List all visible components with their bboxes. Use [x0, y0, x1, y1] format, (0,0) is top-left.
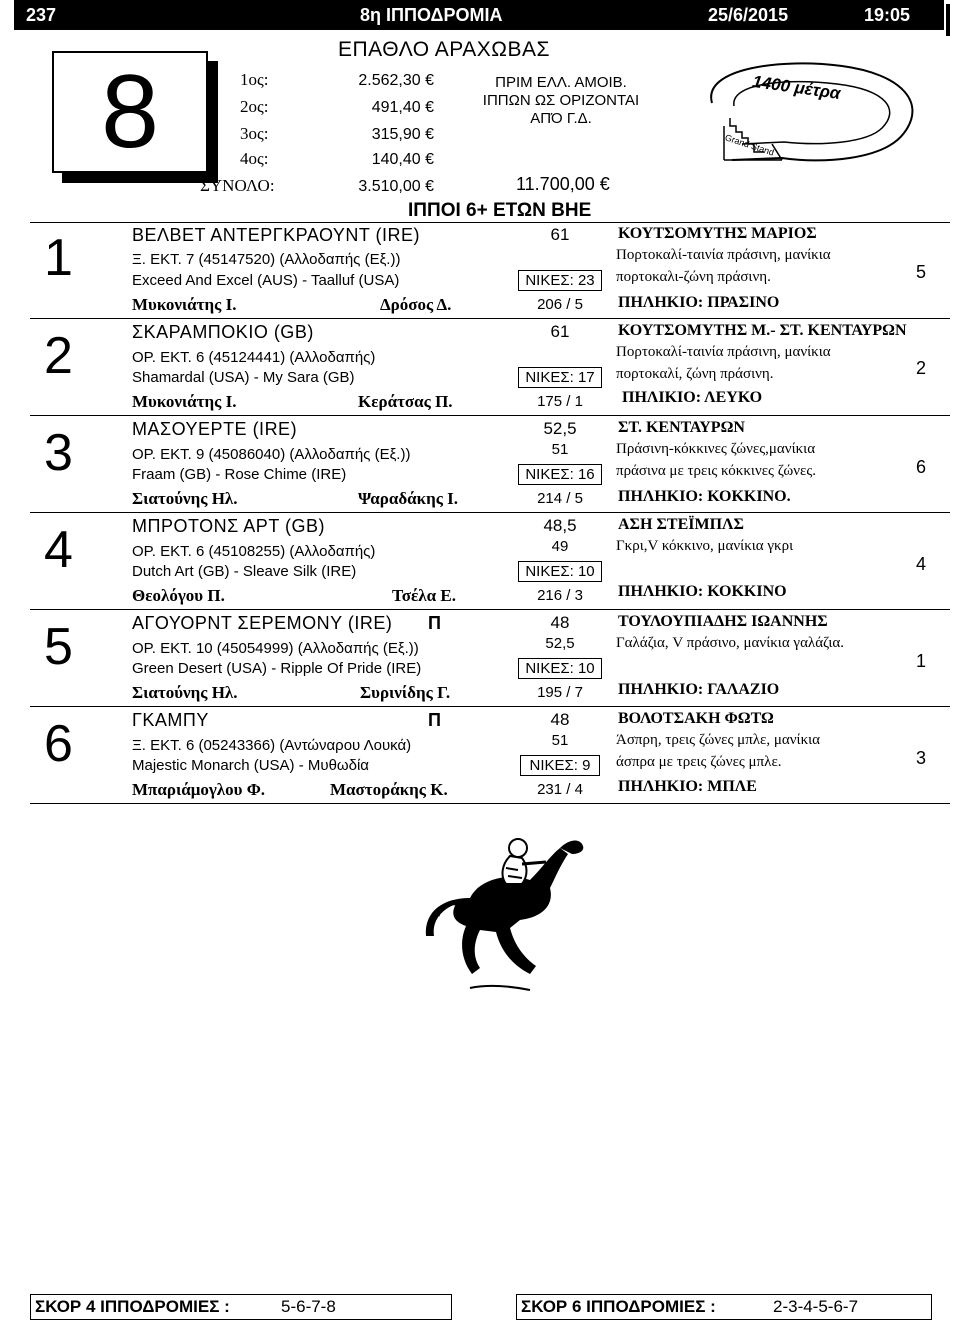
- horse-row: [0, 222, 960, 318]
- silks-line: πορτοκαλι-ζώνη πράσινη.: [616, 269, 771, 285]
- prize-list: [180, 70, 440, 200]
- horse-number: 6: [44, 715, 73, 773]
- prize-total-value: 3.510,00 €: [358, 178, 434, 195]
- track-diagram: [672, 48, 934, 173]
- silks-line: άσπρα με τρεις ζώνες μπλε.: [616, 754, 782, 770]
- horse-info: ΟΡ. ΕΚΤ. 6 (45124441) (Αλλοδαπής): [132, 349, 376, 366]
- draw-number: 2: [916, 358, 927, 378]
- prize-label: 3ος:: [240, 124, 269, 143]
- jockey-name: Μπαριάμογλου Φ.: [132, 780, 266, 799]
- horse-weight: 48: [550, 710, 570, 729]
- trainer-name: Τσέλα Ε.: [392, 586, 456, 605]
- silks-line: πορτοκαλί, ζώνη πράσινη.: [616, 366, 774, 382]
- draw-number: 6: [916, 457, 927, 477]
- silks-line: Άσπρη, τρεις ζώνες μπλε, μανίκια: [616, 732, 821, 748]
- horse-name: ΣΚΑΡΑΜΠΟΚΙΟ (GB): [132, 322, 314, 342]
- saddle-cloth: ΠΗΛΗΚΙΟ: ΚΟΚΚΙΝΟ: [618, 583, 787, 600]
- horse-pedigree: Green Desert (USA) - Ripple Of Pride (IRE): [132, 660, 422, 677]
- prize-label: 2ος:: [240, 97, 269, 116]
- race-record: 216 / 3: [537, 587, 583, 604]
- header-tick: [946, 4, 950, 36]
- horse-row: [0, 318, 960, 415]
- prize-label: 4ος:: [240, 149, 269, 168]
- horse-info: Ξ. ΕΚΤ. 7 (45147520) (Αλλοδαπής (Εξ.)): [132, 251, 401, 268]
- owner-name: ΣΤ. ΚΕΝΤΑΥΡΩΝ: [618, 419, 745, 436]
- jockey-name: Μυκονιάτης Ι.: [132, 392, 237, 411]
- track-distance: 1400 μέτρα: [751, 71, 842, 104]
- saddle-cloth: ΠΗΛΗΚΙΟ: ΜΠΛΕ: [618, 778, 757, 795]
- saddle-cloth: ΠΗΛΗΚΙΟ: ΠΡΑΣΙΝΟ: [618, 294, 780, 311]
- header-bar: [14, 0, 944, 30]
- prize-value: 315,90 €: [371, 126, 434, 143]
- score6-label: ΣΚΟΡ 6 ΙΠΠΟΔΡΟΜΙΕΣ :: [521, 1297, 716, 1316]
- horse-mark: Π: [428, 710, 442, 730]
- horse-weight: 61: [550, 322, 570, 341]
- trainer-name: Δρόσος Δ.: [380, 295, 452, 314]
- horse-weight-alt: 52,5: [545, 635, 575, 652]
- saddle-cloth: ΠΗΛΙΚΙΟ: ΛΕΥΚΟ: [622, 389, 763, 406]
- horse-name: ΑΓΟΥΟΡΝΤ ΣΕΡΕΜΟΝΥ (IRE): [132, 613, 393, 633]
- jockey-name: Σιατούνης Ηλ.: [132, 683, 238, 702]
- bonus-line: ΑΠΌ Γ.Δ.: [530, 110, 592, 127]
- race-record: 231 / 4: [537, 781, 583, 798]
- horse-name: ΜΠΡΟΤΟΝΣ ΑΡΤ (GB): [132, 516, 325, 536]
- horse-number: 3: [44, 424, 73, 482]
- horse-weight-alt: 51: [551, 441, 569, 458]
- race-title: ΕΠΑΘΛΟ ΑΡΑΧΩΒΑΣ: [338, 38, 550, 61]
- row-divider: [30, 803, 950, 804]
- grand-stand-label: Grand Stand: [723, 132, 776, 158]
- bonus-line: ΠΡΙΜ ΕΛΛ. ΑΜΟΙΒ.: [495, 74, 627, 91]
- prize-label: 1ος:: [240, 70, 269, 89]
- horse-name: ΜΑΣΟΥΕΡΤΕ (IRE): [132, 419, 298, 439]
- owner-name: ΚΟΥΤΣΟΜΥΤΗΣ ΜΑΡΙΟΣ: [618, 225, 817, 242]
- horse-mark: Π: [428, 613, 442, 633]
- wins-box: ΝΙΚΕΣ: 9: [520, 755, 600, 776]
- horse-number: 2: [44, 327, 73, 385]
- trainer-name: Ψαραδάκης Ι.: [358, 489, 459, 508]
- silks-line: Γαλάζια, V πράσινο, μανίκια γαλάζια.: [616, 635, 845, 651]
- owner-name: ΒΟΛΟΤΣΑΚΗ ΦΩΤΩ: [618, 710, 774, 727]
- wins-box: ΝΙΚΕΣ: 17: [518, 367, 602, 388]
- horse-row: [0, 415, 960, 512]
- horse-name: ΒΕΛΒΕΤ ΑΝΤΕΡΓΚΡΑΟΥΝΤ (IRE): [132, 225, 421, 245]
- horse-row: [0, 512, 960, 609]
- owner-name: ΑΣΗ ΣΤΕΪΜΠΛΣ: [618, 516, 744, 533]
- owner-name: ΚΟΥΤΣΟΜΥΤΗΣ Μ.- ΣΤ. ΚΕΝΤΑΥΡΩΝ: [618, 322, 907, 339]
- horse-weight: 52,5: [543, 419, 577, 438]
- racehorse-icon: [410, 818, 590, 998]
- race-record: 206 / 5: [537, 296, 583, 313]
- horse-info: ΟΡ. ΕΚΤ. 9 (45086040) (Αλλοδαπής (Εξ.)): [132, 446, 411, 463]
- horse-pedigree: Fraam (GB) - Rose Chime (IRE): [132, 466, 347, 483]
- horse-pedigree: Shamardal (USA) - My Sara (GB): [132, 369, 355, 386]
- saddle-cloth: ΠΗΛΗΚΙΟ: ΓΑΛΑΖΙΟ: [618, 681, 780, 698]
- bonus-value: 11.700,00 €: [516, 174, 610, 194]
- horse-weight: 48,5: [543, 516, 577, 535]
- horse-weight-alt: 49: [551, 538, 569, 555]
- race-record: 195 / 7: [537, 684, 583, 701]
- jockey-name: Θεολόγου Π.: [132, 586, 225, 605]
- silks-line: Πορτοκαλί-ταινία πράσινη, μανίκια: [616, 247, 831, 263]
- jockey-name: Μυκονιάτης Ι.: [132, 295, 237, 314]
- score4-label: ΣΚΟΡ 4 ΙΠΠΟΔΡΟΜΙΕΣ :: [35, 1297, 230, 1316]
- owner-name: ΤΟΥΛΟΥΠΙΑΔΗΣ ΙΩΑΝΝΗΣ: [618, 613, 828, 630]
- horse-info: ΟΡ. ΕΚΤ. 6 (45108255) (Αλλοδαπής): [132, 543, 376, 560]
- jockey-name: Σιατούνης Ηλ.: [132, 489, 238, 508]
- prize-value: 2.562,30 €: [358, 72, 434, 89]
- race-number: 8: [52, 51, 208, 173]
- wins-box: ΝΙΚΕΣ: 16: [518, 464, 602, 485]
- trainer-name: Συρινίδης Γ.: [360, 683, 451, 702]
- page-number: 237: [26, 5, 57, 25]
- draw-number: 1: [916, 651, 927, 671]
- horse-row: [0, 609, 960, 706]
- race-record: 175 / 1: [537, 393, 583, 410]
- silks-line: πράσινα με τρεις κόκκινες ζώνες.: [616, 463, 817, 479]
- prize-total-label: ΣΥΝΟΛΟ:: [200, 176, 275, 195]
- score6-value: 2-3-4-5-6-7: [773, 1297, 859, 1316]
- horse-weight: 61: [550, 225, 570, 244]
- horse-number: 5: [44, 618, 73, 676]
- score4-value: 5-6-7-8: [281, 1297, 336, 1316]
- silks-line: Πορτοκαλί-ταινία πράσινη, μανίκια: [616, 344, 831, 360]
- saddle-cloth: ΠΗΛΗΚΙΟ: ΚΟΚΚΙΝΟ.: [618, 488, 791, 505]
- wins-box: ΝΙΚΕΣ: 10: [518, 658, 602, 679]
- score4-box: [30, 1294, 452, 1320]
- prize-value: 140,40 €: [371, 151, 434, 168]
- silks-line: Γκρι,V κόκκινο, μανίκια γκρι: [616, 538, 794, 554]
- horse-row: [0, 706, 960, 803]
- horse-info: ΟΡ. ΕΚΤ. 10 (45054999) (Αλλοδαπής (Εξ.)): [132, 640, 419, 657]
- draw-number: 3: [916, 748, 927, 768]
- draw-number: 4: [916, 554, 927, 574]
- trainer-name: Μαστοράκης Κ.: [330, 780, 448, 799]
- horse-jockey-illustration: [410, 818, 590, 998]
- horse-weight: 48: [550, 613, 570, 632]
- silks-line: Πράσινη-κόκκινες ζώνες,μανίκια: [616, 441, 816, 457]
- horse-info: Ξ. ΕΚΤ. 6 (05243366) (Αντώναρου Λουκά): [132, 737, 412, 754]
- horse-weight-alt: 51: [551, 732, 569, 749]
- prize-value: 491,40 €: [371, 99, 434, 116]
- trainer-name: Κεράτσας Π.: [358, 392, 453, 411]
- horse-pedigree: Majestic Monarch (USA) - Μυθωδία: [132, 757, 369, 774]
- race-date: 25/6/2015: [708, 5, 789, 25]
- draw-number: 5: [916, 262, 927, 282]
- race-time: 19:05: [864, 5, 911, 25]
- score6-box: [516, 1294, 932, 1320]
- race-conditions: ΙΠΠΟΙ 6+ ΕΤΩΝ ΒΗΕ: [408, 200, 592, 221]
- horse-pedigree: Exceed And Excel (AUS) - Taalluf (USA): [132, 272, 400, 289]
- bonus-text: [450, 74, 672, 128]
- track-shape: [672, 48, 934, 173]
- bonus-line: ΙΠΠΩΝ ΩΣ ΟΡΙΖΟΝΤΑΙ: [482, 92, 640, 109]
- wins-box: ΝΙΚΕΣ: 23: [518, 270, 602, 291]
- wins-box: ΝΙΚΕΣ: 10: [518, 561, 602, 582]
- horse-number: 4: [44, 521, 73, 579]
- horse-number: 1: [44, 229, 73, 287]
- race-label: 8η ΙΠΠΟΔΡΟΜΙΑ: [360, 5, 503, 25]
- race-record: 214 / 5: [537, 490, 583, 507]
- horse-pedigree: Dutch Art (GB) - Sleave Silk (IRE): [132, 563, 357, 580]
- horse-name: ΓΚΑΜΠΥ: [132, 710, 209, 730]
